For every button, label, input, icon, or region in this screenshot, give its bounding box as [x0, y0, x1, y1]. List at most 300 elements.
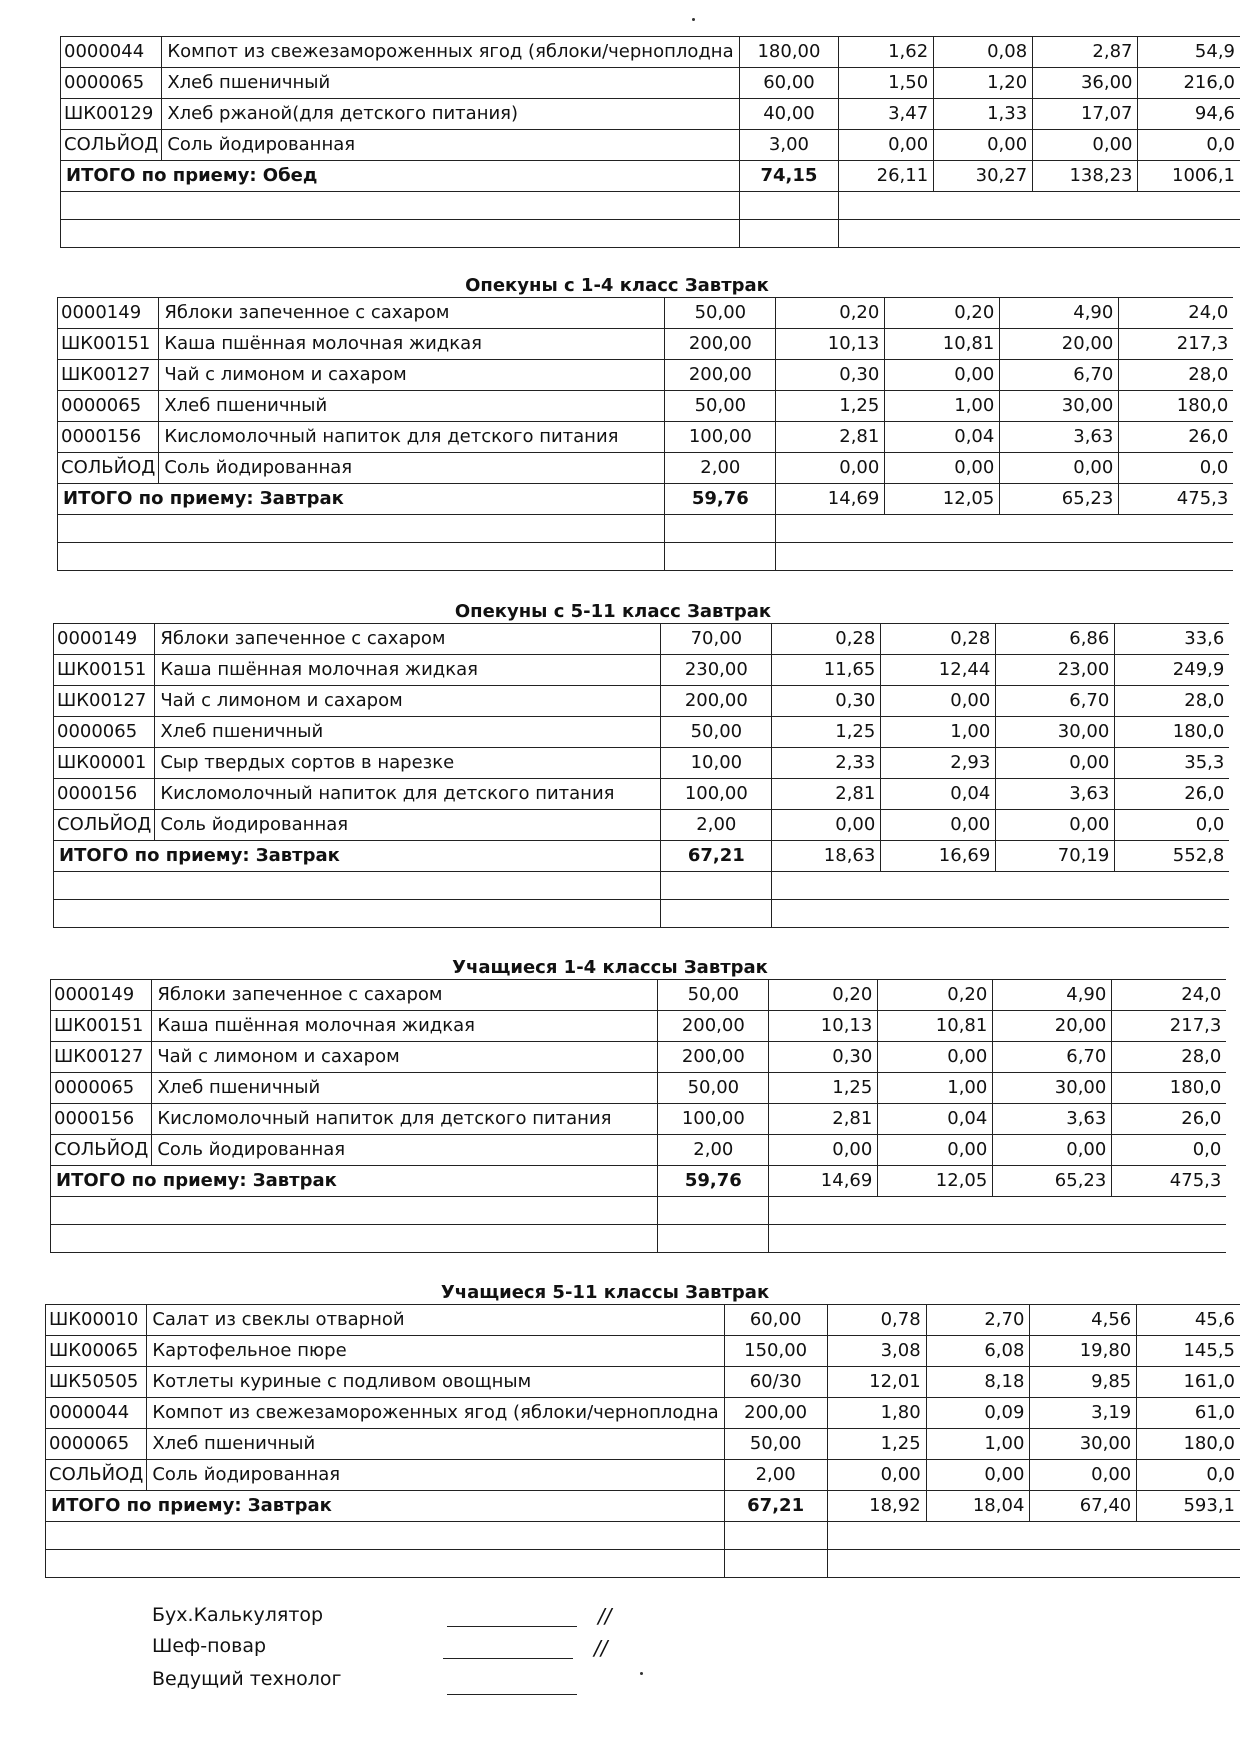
total-row — [61, 161, 1240, 192]
table-row — [54, 624, 1230, 655]
blank-cell — [776, 515, 1234, 543]
item-fat: 10,81 — [885, 329, 1000, 360]
item-carbs: 30,00 — [996, 717, 1115, 748]
item-fat: 2,93 — [881, 748, 996, 779]
total-carbs: 65,23 — [1000, 484, 1119, 515]
blank-cell — [827, 1522, 1240, 1550]
item-energy: 180,0 — [1137, 1429, 1240, 1460]
blank-row — [54, 900, 1230, 928]
item-weight: 200,00 — [665, 360, 776, 391]
item-fat: 0,04 — [881, 779, 996, 810]
item-weight: 200,00 — [665, 329, 776, 360]
total-fat: 18,04 — [926, 1491, 1030, 1522]
table-row — [51, 1073, 1227, 1104]
item-energy: 35,3 — [1115, 748, 1230, 779]
item-weight: 200,00 — [661, 686, 772, 717]
total-protein: 18,63 — [772, 841, 881, 872]
blank-cell — [54, 900, 661, 928]
item-carbs: 6,86 — [996, 624, 1115, 655]
table-row — [58, 453, 1234, 484]
item-weight: 2,00 — [665, 453, 776, 484]
table-row — [61, 37, 1240, 68]
signature-label-accountant: Бух.Калькулятор — [152, 1604, 324, 1626]
item-name: Компот из свежезамороженных ягод (яблоки/черноплодна — [147, 1398, 724, 1429]
section-title: Опекуны с 5-11 класс Завтрак — [454, 601, 772, 622]
item-weight: 50,00 — [724, 1429, 827, 1460]
item-fat: 0,00 — [881, 810, 996, 841]
blank-cell — [739, 192, 839, 220]
item-carbs: 4,90 — [1000, 298, 1119, 329]
total-energy: 593,1 — [1137, 1491, 1240, 1522]
item-fat: 0,28 — [881, 624, 996, 655]
item-energy: 0,0 — [1115, 810, 1230, 841]
item-weight: 40,00 — [739, 99, 839, 130]
item-weight: 180,00 — [739, 37, 839, 68]
item-name: Сыр твердых сортов в нарезке — [155, 748, 661, 779]
item-code: СОЛЬЙОД — [46, 1460, 147, 1491]
item-carbs: 30,00 — [1000, 391, 1119, 422]
total-weight: 67,21 — [724, 1491, 827, 1522]
item-name: Кисломолочный напиток для детского питания — [155, 779, 661, 810]
item-fat: 1,20 — [934, 68, 1033, 99]
blank-cell — [658, 1197, 769, 1225]
blank-row — [58, 515, 1234, 543]
item-fat: 1,00 — [878, 1073, 993, 1104]
item-code: ШК00065 — [46, 1336, 147, 1367]
item-fat: 10,81 — [878, 1011, 993, 1042]
item-fat: 0,00 — [878, 1042, 993, 1073]
item-name: Салат из свеклы отварной — [147, 1305, 724, 1336]
item-name: Котлеты куриные с подливом овощным — [147, 1367, 724, 1398]
blank-cell — [776, 543, 1234, 571]
signature-label-technologist: Ведущий технолог — [152, 1668, 342, 1690]
scan-speck — [640, 1672, 643, 1675]
total-row — [46, 1491, 1240, 1522]
item-weight: 50,00 — [658, 1073, 769, 1104]
item-name: Хлеб пшеничный — [152, 1073, 658, 1104]
item-protein: 10,13 — [776, 329, 885, 360]
top-block-table — [60, 36, 1240, 248]
blank-cell — [61, 192, 740, 220]
table-row — [46, 1460, 1240, 1491]
item-carbs: 4,56 — [1030, 1305, 1137, 1336]
item-fat: 0,20 — [878, 980, 993, 1011]
table-row — [58, 422, 1234, 453]
item-name: Хлеб пшеничный — [159, 391, 665, 422]
item-protein: 0,00 — [776, 453, 885, 484]
item-protein: 0,00 — [769, 1135, 878, 1166]
item-weight: 70,00 — [661, 624, 772, 655]
item-carbs: 19,80 — [1030, 1336, 1137, 1367]
item-fat: 0,00 — [878, 1135, 993, 1166]
item-code: ШК00127 — [54, 686, 155, 717]
item-fat: 8,18 — [926, 1367, 1030, 1398]
blank-cell — [46, 1522, 725, 1550]
item-protein: 1,62 — [839, 37, 934, 68]
item-fat: 0,04 — [885, 422, 1000, 453]
table-row — [61, 68, 1240, 99]
blank-cell — [58, 515, 665, 543]
item-carbs: 3,19 — [1030, 1398, 1137, 1429]
item-name: Хлеб ржаной(для детского питания) — [162, 99, 739, 130]
item-energy: 249,9 — [1115, 655, 1230, 686]
item-weight: 60,00 — [724, 1305, 827, 1336]
table-row — [61, 99, 1240, 130]
item-code: 0000065 — [51, 1073, 152, 1104]
table-row — [58, 391, 1234, 422]
blank-cell — [772, 872, 1230, 900]
item-name: Соль йодированная — [147, 1460, 724, 1491]
section-title: Опекуны с 1-4 класс Завтрак — [465, 275, 769, 296]
item-code: 0000156 — [54, 779, 155, 810]
item-carbs: 6,70 — [993, 1042, 1112, 1073]
item-code: 0000149 — [58, 298, 159, 329]
blank-row — [51, 1197, 1227, 1225]
item-energy: 217,3 — [1119, 329, 1234, 360]
item-weight: 10,00 — [661, 748, 772, 779]
item-energy: 45,6 — [1137, 1305, 1240, 1336]
blank-row — [61, 192, 1240, 220]
blank-cell — [772, 900, 1230, 928]
total-carbs: 67,40 — [1030, 1491, 1137, 1522]
item-carbs: 23,00 — [996, 655, 1115, 686]
item-carbs: 20,00 — [1000, 329, 1119, 360]
item-name: Компот из свежезамороженных ягод (яблоки/черноплодна — [162, 37, 739, 68]
item-carbs: 0,00 — [1033, 130, 1138, 161]
item-protein: 1,25 — [776, 391, 885, 422]
total-label: ИТОГО по приему: Завтрак — [54, 841, 661, 872]
item-carbs: 17,07 — [1033, 99, 1138, 130]
total-carbs: 70,19 — [996, 841, 1115, 872]
item-protein: 11,65 — [772, 655, 881, 686]
item-carbs: 6,70 — [1000, 360, 1119, 391]
item-fat: 6,08 — [926, 1336, 1030, 1367]
item-name: Соль йодированная — [162, 130, 739, 161]
item-code: ШК00151 — [54, 655, 155, 686]
blank-row — [58, 543, 1234, 571]
item-code: ШК00010 — [46, 1305, 147, 1336]
table-row — [58, 298, 1234, 329]
item-weight: 2,00 — [658, 1135, 769, 1166]
total-fat: 16,69 — [881, 841, 996, 872]
item-fat: 1,00 — [881, 717, 996, 748]
total-label: ИТОГО по приему: Обед — [61, 161, 740, 192]
item-fat: 0,00 — [885, 360, 1000, 391]
item-energy: 145,5 — [1137, 1336, 1240, 1367]
total-row — [51, 1166, 1227, 1197]
item-protein: 3,08 — [827, 1336, 926, 1367]
blank-row — [51, 1225, 1227, 1253]
table-row — [46, 1336, 1240, 1367]
item-carbs: 4,90 — [993, 980, 1112, 1011]
section-table — [50, 979, 1226, 1253]
item-energy: 0,0 — [1119, 453, 1234, 484]
item-code: ШК50505 — [46, 1367, 147, 1398]
item-weight: 200,00 — [658, 1011, 769, 1042]
total-fat: 12,05 — [878, 1166, 993, 1197]
item-carbs: 0,00 — [1030, 1460, 1137, 1491]
item-carbs: 20,00 — [993, 1011, 1112, 1042]
item-code: ШК00127 — [51, 1042, 152, 1073]
item-energy: 180,0 — [1115, 717, 1230, 748]
item-energy: 180,0 — [1119, 391, 1234, 422]
item-protein: 0,20 — [769, 980, 878, 1011]
item-carbs: 0,00 — [993, 1135, 1112, 1166]
total-fat: 12,05 — [885, 484, 1000, 515]
total-protein: 18,92 — [827, 1491, 926, 1522]
item-name: Яблоки запеченное с сахаром — [159, 298, 665, 329]
signature-slash-accountant: // — [598, 1604, 612, 1628]
item-weight: 50,00 — [661, 717, 772, 748]
item-protein: 12,01 — [827, 1367, 926, 1398]
item-code: 0000156 — [58, 422, 159, 453]
item-protein: 0,20 — [776, 298, 885, 329]
blank-cell — [658, 1225, 769, 1253]
table-row — [51, 1135, 1227, 1166]
blank-cell — [724, 1550, 827, 1578]
item-code: 0000065 — [54, 717, 155, 748]
total-row — [58, 484, 1234, 515]
table-row — [51, 1011, 1227, 1042]
item-weight: 50,00 — [665, 391, 776, 422]
table-row — [51, 980, 1227, 1011]
item-code: ШК00151 — [58, 329, 159, 360]
item-weight: 2,00 — [724, 1460, 827, 1491]
item-energy: 26,0 — [1119, 422, 1234, 453]
item-name: Хлеб пшеничный — [147, 1429, 724, 1460]
item-weight: 230,00 — [661, 655, 772, 686]
table-row — [54, 686, 1230, 717]
table-row — [46, 1367, 1240, 1398]
total-protein: 26,11 — [839, 161, 934, 192]
section-table — [57, 297, 1233, 571]
item-energy: 0,0 — [1112, 1135, 1227, 1166]
total-weight: 74,15 — [739, 161, 839, 192]
scan-speck — [692, 18, 695, 21]
item-carbs: 0,00 — [996, 748, 1115, 779]
item-code: 0000149 — [51, 980, 152, 1011]
item-protein: 3,47 — [839, 99, 934, 130]
item-code: 0000065 — [61, 68, 162, 99]
section-title: Учащиеся 1-4 классы Завтрак — [452, 957, 768, 978]
item-energy: 0,0 — [1137, 1460, 1240, 1491]
item-energy: 180,0 — [1112, 1073, 1227, 1104]
item-energy: 61,0 — [1137, 1398, 1240, 1429]
item-name: Чай с лимоном и сахаром — [155, 686, 661, 717]
item-protein: 0,28 — [772, 624, 881, 655]
total-energy: 552,8 — [1115, 841, 1230, 872]
item-fat: 1,00 — [885, 391, 1000, 422]
item-fat: 0,04 — [878, 1104, 993, 1135]
signature-line-accountant — [447, 1626, 577, 1627]
signature-label-chef: Шеф-повар — [152, 1635, 267, 1657]
total-label: ИТОГО по приему: Завтрак — [51, 1166, 658, 1197]
item-energy: 0,0 — [1138, 130, 1240, 161]
table-row — [54, 717, 1230, 748]
item-code: СОЛЬЙОД — [61, 130, 162, 161]
blank-cell — [839, 192, 1240, 220]
table-row — [54, 655, 1230, 686]
item-protein: 1,25 — [769, 1073, 878, 1104]
item-fat: 0,08 — [934, 37, 1033, 68]
item-weight: 3,00 — [739, 130, 839, 161]
item-fat: 0,00 — [926, 1460, 1030, 1491]
item-energy: 54,9 — [1138, 37, 1240, 68]
blank-cell — [827, 1550, 1240, 1578]
blank-cell — [58, 543, 665, 571]
total-energy: 1006,1 — [1138, 161, 1240, 192]
item-protein: 0,00 — [827, 1460, 926, 1491]
blank-cell — [665, 515, 776, 543]
item-code: 0000156 — [51, 1104, 152, 1135]
item-protein: 2,81 — [772, 779, 881, 810]
item-protein: 1,80 — [827, 1398, 926, 1429]
item-protein: 0,30 — [769, 1042, 878, 1073]
total-label: ИТОГО по приему: Завтрак — [58, 484, 665, 515]
total-energy: 475,3 — [1119, 484, 1234, 515]
table-row — [51, 1042, 1227, 1073]
total-weight: 59,76 — [665, 484, 776, 515]
item-carbs: 0,00 — [1000, 453, 1119, 484]
item-fat: 1,00 — [926, 1429, 1030, 1460]
blank-cell — [54, 872, 661, 900]
section-table — [45, 1304, 1240, 1578]
blank-cell — [51, 1197, 658, 1225]
item-energy: 26,0 — [1112, 1104, 1227, 1135]
item-fat: 0,00 — [881, 686, 996, 717]
item-code: 0000044 — [61, 37, 162, 68]
section-table — [53, 623, 1229, 928]
item-fat: 1,33 — [934, 99, 1033, 130]
blank-row — [61, 220, 1240, 248]
total-protein: 14,69 — [776, 484, 885, 515]
total-label: ИТОГО по приему: Завтрак — [46, 1491, 725, 1522]
item-protein: 0,30 — [776, 360, 885, 391]
item-protein: 0,78 — [827, 1305, 926, 1336]
item-energy: 28,0 — [1112, 1042, 1227, 1073]
item-carbs: 9,85 — [1030, 1367, 1137, 1398]
item-code: 0000065 — [58, 391, 159, 422]
item-energy: 28,0 — [1115, 686, 1230, 717]
item-name: Картофельное пюре — [147, 1336, 724, 1367]
item-weight: 100,00 — [665, 422, 776, 453]
item-code: 0000044 — [46, 1398, 147, 1429]
signature-slash-chef: // — [594, 1636, 608, 1660]
item-protein: 0,00 — [839, 130, 934, 161]
item-name: Кисломолочный напиток для детского питания — [159, 422, 665, 453]
total-energy: 475,3 — [1112, 1166, 1227, 1197]
blank-cell — [661, 872, 772, 900]
blank-row — [54, 872, 1230, 900]
total-fat: 30,27 — [934, 161, 1033, 192]
blank-cell — [739, 220, 839, 248]
item-carbs: 30,00 — [993, 1073, 1112, 1104]
blank-row — [46, 1522, 1240, 1550]
item-carbs: 3,63 — [996, 779, 1115, 810]
table-row — [58, 329, 1234, 360]
item-energy: 33,6 — [1115, 624, 1230, 655]
item-energy: 217,3 — [1112, 1011, 1227, 1042]
item-carbs: 0,00 — [996, 810, 1115, 841]
total-row — [54, 841, 1230, 872]
item-name: Каша пшённая молочная жидкая — [152, 1011, 658, 1042]
item-protein: 1,25 — [772, 717, 881, 748]
item-fat: 0,00 — [934, 130, 1033, 161]
total-protein: 14,69 — [769, 1166, 878, 1197]
item-carbs: 2,87 — [1033, 37, 1138, 68]
item-protein: 10,13 — [769, 1011, 878, 1042]
table-row — [46, 1398, 1240, 1429]
blank-cell — [724, 1522, 827, 1550]
item-fat: 0,20 — [885, 298, 1000, 329]
item-energy: 26,0 — [1115, 779, 1230, 810]
total-carbs: 138,23 — [1033, 161, 1138, 192]
item-name: Хлеб пшеничный — [155, 717, 661, 748]
table-row — [54, 779, 1230, 810]
item-code: СОЛЬЙОД — [54, 810, 155, 841]
table-row — [46, 1429, 1240, 1460]
item-energy: 28,0 — [1119, 360, 1234, 391]
item-carbs: 36,00 — [1033, 68, 1138, 99]
item-name: Соль йодированная — [152, 1135, 658, 1166]
total-carbs: 65,23 — [993, 1166, 1112, 1197]
blank-row — [46, 1550, 1240, 1578]
item-name: Каша пшённая молочная жидкая — [155, 655, 661, 686]
item-carbs: 6,70 — [996, 686, 1115, 717]
blank-cell — [769, 1197, 1227, 1225]
item-fat: 2,70 — [926, 1305, 1030, 1336]
item-weight: 2,00 — [661, 810, 772, 841]
item-code: ШК00151 — [51, 1011, 152, 1042]
item-protein: 2,81 — [776, 422, 885, 453]
item-weight: 150,00 — [724, 1336, 827, 1367]
item-carbs: 3,63 — [993, 1104, 1112, 1135]
table-row — [61, 130, 1240, 161]
item-energy: 161,0 — [1137, 1367, 1240, 1398]
total-weight: 59,76 — [658, 1166, 769, 1197]
item-protein: 0,00 — [772, 810, 881, 841]
item-code: ШК00129 — [61, 99, 162, 130]
section-title: Учащиеся 5-11 классы Завтрак — [440, 1282, 770, 1303]
table-row — [58, 360, 1234, 391]
item-weight: 60/30 — [724, 1367, 827, 1398]
blank-cell — [51, 1225, 658, 1253]
table-row — [46, 1305, 1240, 1336]
item-name: Соль йодированная — [159, 453, 665, 484]
item-protein: 0,30 — [772, 686, 881, 717]
table-row — [54, 748, 1230, 779]
item-code: 0000065 — [46, 1429, 147, 1460]
item-protein: 2,81 — [769, 1104, 878, 1135]
signature-line-technologist — [447, 1694, 577, 1695]
blank-cell — [665, 543, 776, 571]
item-energy: 216,0 — [1138, 68, 1240, 99]
item-name: Соль йодированная — [155, 810, 661, 841]
item-energy: 24,0 — [1119, 298, 1234, 329]
item-code: СОЛЬЙОД — [51, 1135, 152, 1166]
item-code: СОЛЬЙОД — [58, 453, 159, 484]
item-protein: 1,50 — [839, 68, 934, 99]
item-weight: 50,00 — [665, 298, 776, 329]
blank-cell — [769, 1225, 1227, 1253]
blank-cell — [46, 1550, 725, 1578]
item-code: ШК00001 — [54, 748, 155, 779]
signature-line-chef — [443, 1658, 573, 1659]
item-name: Яблоки запеченное с сахаром — [155, 624, 661, 655]
item-code: ШК00127 — [58, 360, 159, 391]
item-name: Чай с лимоном и сахаром — [152, 1042, 658, 1073]
total-weight: 67,21 — [661, 841, 772, 872]
